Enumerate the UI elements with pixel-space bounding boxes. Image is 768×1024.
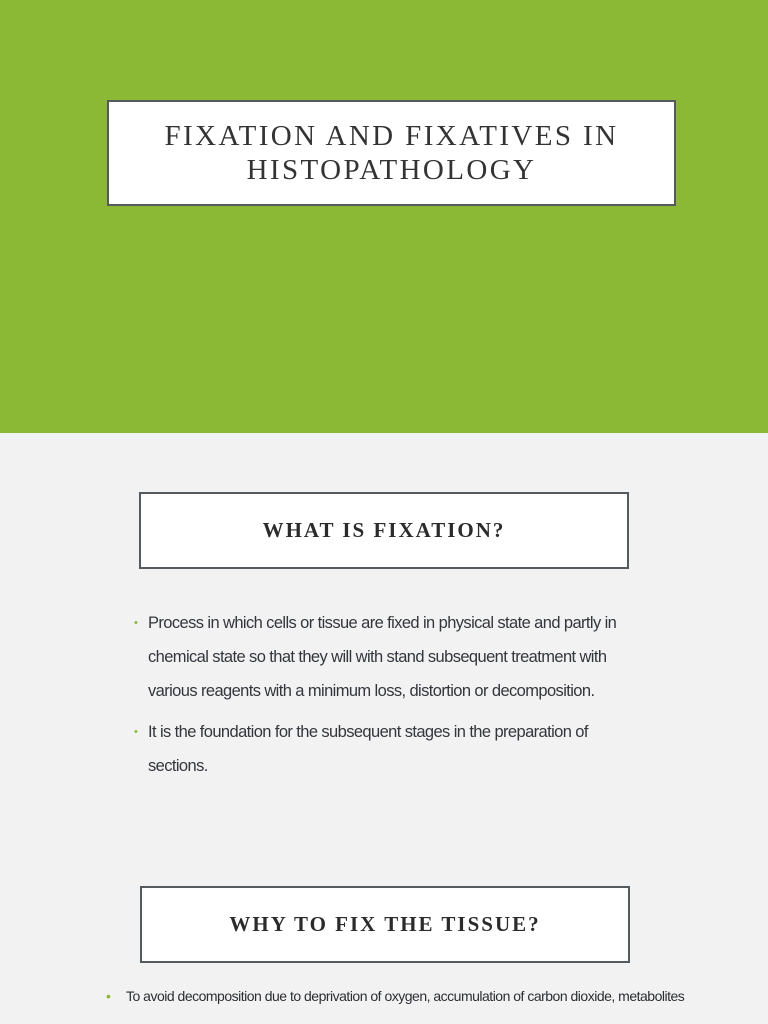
list-item — [130, 606, 630, 708]
list-item — [104, 983, 744, 1009]
bullet-icon: • — [106, 988, 111, 1004]
bullet-list — [104, 983, 744, 1009]
section-heading: WHY TO FIX THE TISSUE? — [229, 912, 541, 936]
section-heading-box — [140, 886, 630, 963]
title-slide — [0, 0, 768, 433]
bullet-text: It is the foundation for the subsequent stages in the preparation of sections. — [148, 723, 588, 775]
bullet-text: Process in which cells or tissue are fixed in physical state and partly in chemical state so that they will with stand subsequent treatment with various reagents with a minimum loss, distortion or decomposition. — [148, 614, 617, 700]
bullet-icon: • — [134, 726, 138, 738]
bullet-icon: • — [134, 617, 138, 629]
bullet-list — [130, 606, 630, 790]
section-heading-box — [139, 492, 629, 569]
bullet-text: To avoid decomposition due to deprivation of oxygen, accumulation of carbon dioxide, metabolites — [126, 988, 685, 1004]
title-box — [107, 100, 676, 206]
presentation-title: FIXATION AND FIXATIVES IN HISTOPATHOLOGY — [164, 120, 619, 186]
section-heading: WHAT IS FIXATION? — [262, 518, 506, 542]
list-item — [130, 715, 630, 783]
